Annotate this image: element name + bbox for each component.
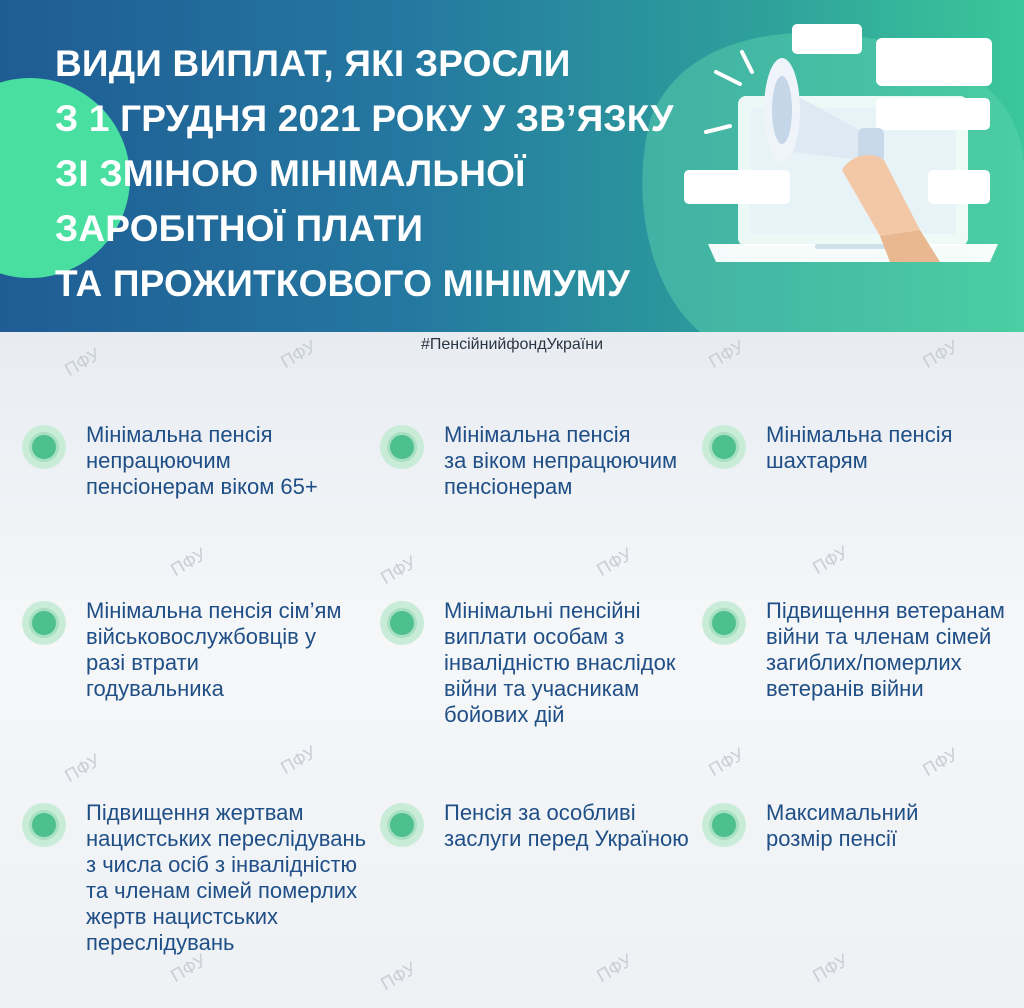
bullet-icon — [702, 601, 746, 645]
item-text: Пенсія за особливі заслуги перед Україною — [444, 800, 689, 851]
watermark: ПФУ — [919, 336, 962, 373]
bullet-icon — [380, 425, 424, 469]
watermark: ПФУ — [809, 950, 852, 987]
page-title — [55, 36, 674, 311]
watermark: ПФУ — [277, 336, 320, 373]
watermark: ПФУ — [809, 542, 852, 579]
bullet-icon — [22, 803, 66, 847]
item-text: Підвищення жертвам нацистських переслідувань з числа осіб з інвалідністю та членам сімей померлих жертв нацистських переслідувань — [86, 800, 367, 955]
watermark: ПФУ — [61, 344, 104, 381]
watermark: ПФУ — [377, 552, 420, 589]
bullet-icon — [380, 803, 424, 847]
item-text: Мінімальна пенсія шахтарям — [766, 422, 953, 473]
title-line-4: ЗАРОБІТНОЇ ПЛАТИ — [55, 208, 424, 249]
watermark: ПФУ — [593, 950, 636, 987]
item-text: Мінімальні пенсійні виплати особам з інвалідністю внаслідок війни та учасникам бойових дій — [444, 598, 676, 727]
watermark: ПФУ — [167, 950, 210, 987]
bullet-icon — [380, 601, 424, 645]
watermark: ПФУ — [919, 744, 962, 781]
item-text: Максимальний розмір пенсії — [766, 800, 919, 851]
watermark: ПФУ — [61, 750, 104, 787]
watermark: ПФУ — [377, 958, 420, 995]
watermark: ПФУ — [705, 744, 748, 781]
item-text: Мінімальна пенсія за віком непрацюючим пенсіонерам — [444, 422, 678, 499]
title-line-3: ЗІ ЗМІНОЮ МІНІМАЛЬНОЇ — [55, 153, 526, 194]
hashtag: #ПенсійнийфондУкраїни — [420, 336, 604, 353]
watermark: ПФУ — [277, 742, 320, 779]
watermark: ПФУ — [593, 544, 636, 581]
bullet-icon — [22, 425, 66, 469]
title-line-5: ТА ПРОЖИТКОВОГО МІНІМУМУ — [55, 263, 631, 304]
watermark: ПФУ — [167, 544, 210, 581]
bullet-icon — [702, 425, 746, 469]
bullet-icon — [22, 601, 66, 645]
item-text: Підвищення ветеранам війни та членам сімей загиблих/померлих ветеранів війни — [766, 598, 1005, 701]
title-line-2: З 1 ГРУДНЯ 2021 РОКУ У ЗВ’ЯЗКУ — [55, 98, 674, 139]
item-text: Мінімальна пенсія непрацюючим пенсіонерам віком 65+ — [86, 422, 318, 499]
bullet-icon — [702, 803, 746, 847]
header-banner — [0, 0, 1024, 332]
item-text: Мінімальна пенсія сім’ям військовослужбовців у разі втрати годувальника — [86, 598, 342, 701]
watermark: ПФУ — [705, 336, 748, 373]
title-line-1: ВИДИ ВИПЛАТ, ЯКІ ЗРОСЛИ — [55, 43, 571, 84]
